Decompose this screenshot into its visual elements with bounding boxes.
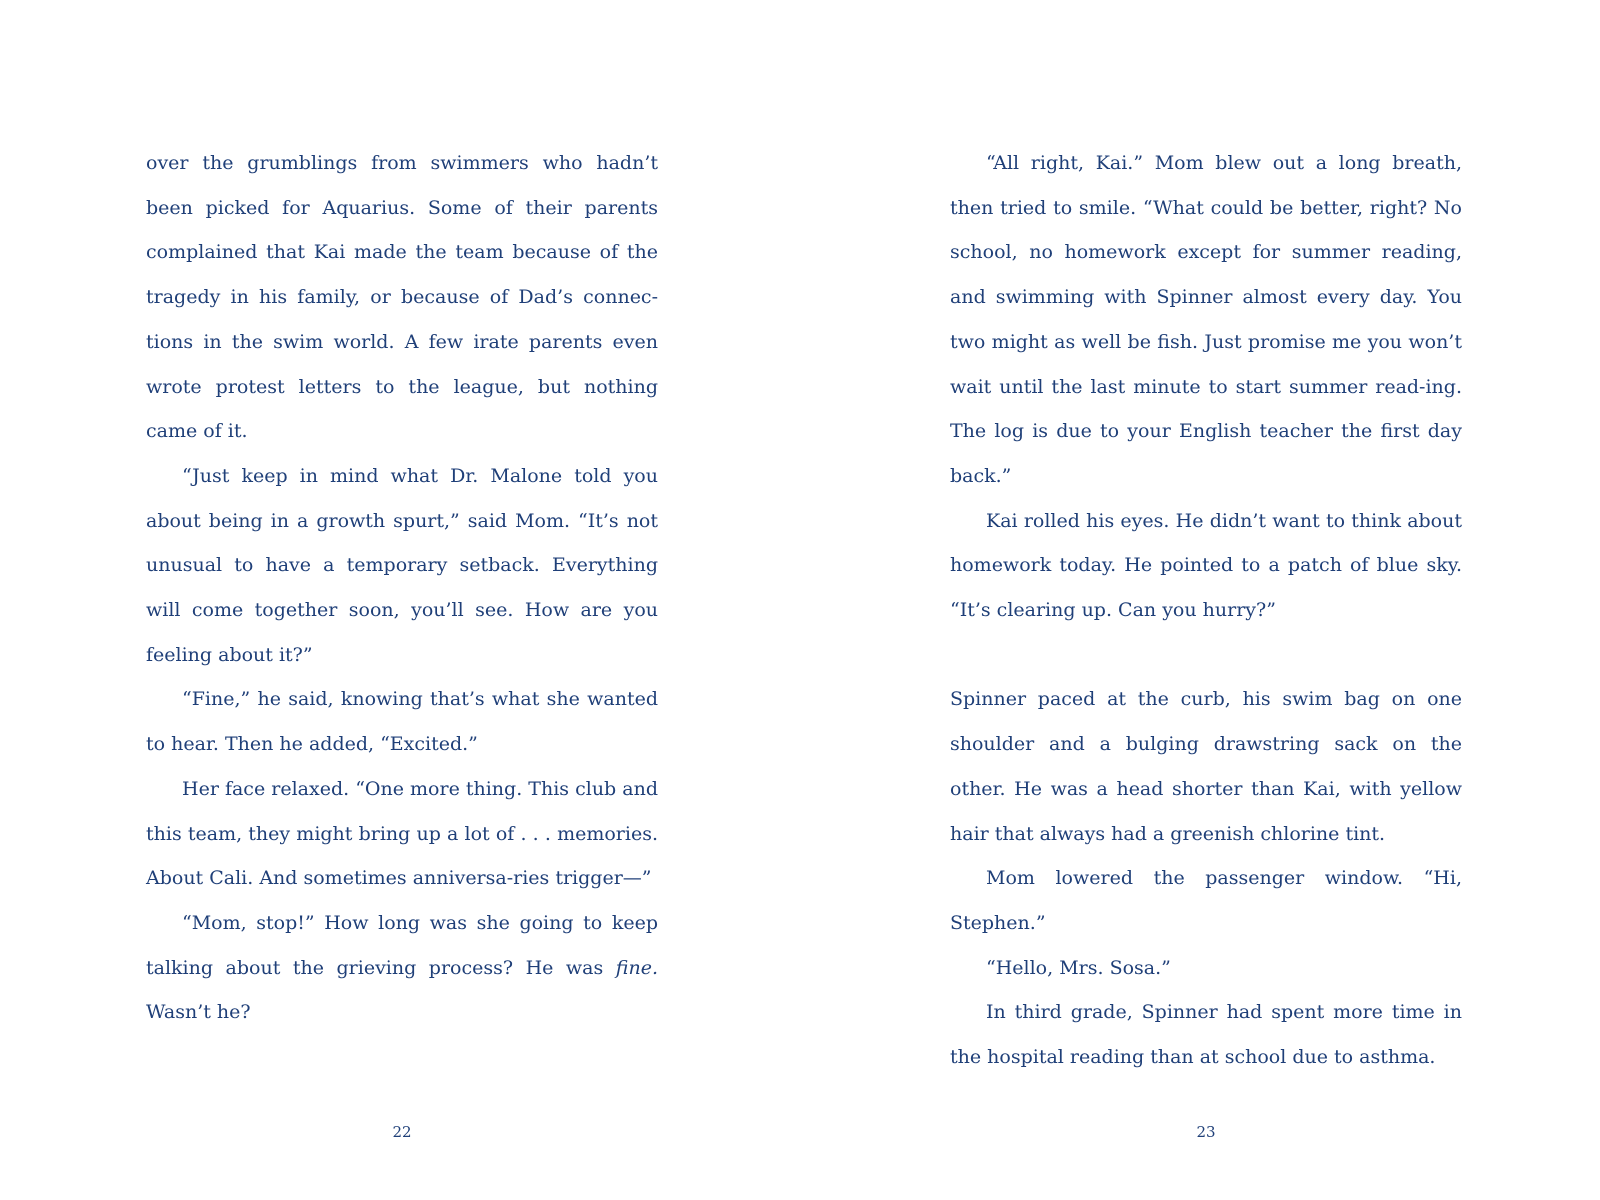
emphasized-word: fine.: [615, 956, 658, 979]
paragraph: In third grade, Spinner had spent more time in the hospital reading than at school due to asthma.: [950, 1001, 1462, 1069]
paragraph: “Hello, Mrs. Sosa.”: [986, 956, 1171, 979]
paragraph: Her face relaxed. “One more thing. This club and this team, they might bring up a lot of . . . memories. About Cali. And sometimes anniversa-ries trigger—”: [146, 777, 658, 890]
left-page-text: [146, 141, 658, 1035]
paragraph: [146, 901, 658, 1035]
page-number: 22: [392, 1123, 412, 1141]
right-page-text: [950, 141, 1462, 1080]
paragraph: Kai rolled his eyes. He didn’t want to think about homework today. He pointed to a patch of blue sky. “It’s clearing up. Can you hurry?”: [950, 509, 1462, 622]
paragraph: “All right, Kai.” Mom blew out a long breath, then tried to smile. “What could be better, right? No school, no homework except for summer reading, and swimming with Spinner almost every day. You two might as well be fish. Just promise me you won’t wait until the last minute to start summer read-ing. The log is due to your English teacher the first day back.”: [950, 152, 1462, 487]
paragraph: Mom lowered the passenger window. “Hi, Stephen.”: [950, 867, 1462, 934]
paragraph: “Just keep in mind what Dr. Malone told you about being in a growth spurt,” said Mom. “It’s not unusual to have a temporary setback. Everything will come together soon, you’ll see. How are you feeling about it?”: [146, 464, 658, 666]
right-page: [800, 0, 1600, 1200]
page-number: 23: [1196, 1123, 1216, 1141]
paragraph-text: Wasn’t he?: [146, 1001, 251, 1024]
paragraph: Spinner paced at the curb, his swim bag on one shoulder and a bulging drawstring sack on the other. He was a head shorter than Kai, with yellow hair that always had a greenish chlorine tint.: [950, 688, 1462, 845]
paragraph-text: “Mom, stop!” How long was she going to keep talking about the grieving process? He was: [146, 911, 658, 979]
paragraph: “Fine,” he said, knowing that’s what she wanted to hear. Then he added, “Excited.”: [146, 688, 658, 756]
paragraph: over the grumblings from swimmers who hadn’t been picked for Aquarius. Some of their parents complained that Kai made the team because of the tragedy in his family, or because of Dad’s connec-tions in the swim world. A few irate parents even wrote protest letters to the league, but nothing came of it.: [146, 152, 658, 443]
